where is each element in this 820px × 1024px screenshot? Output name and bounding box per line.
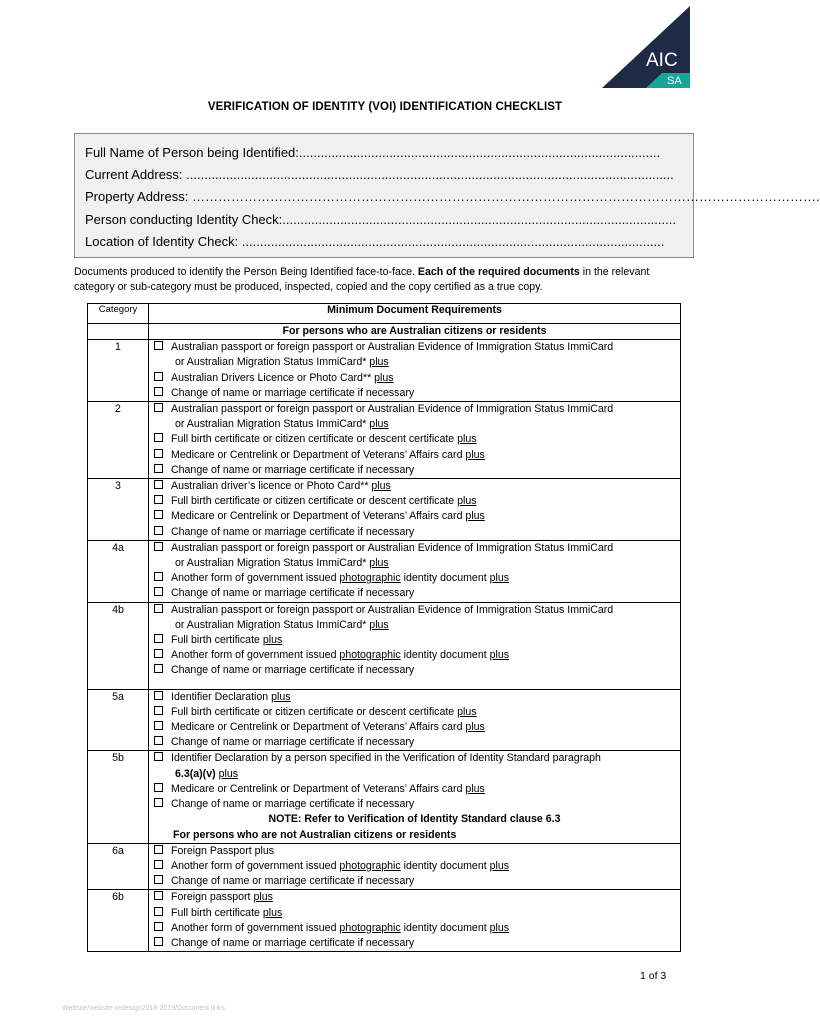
plus-link: plus — [369, 557, 389, 570]
requirement-line — [149, 705, 680, 720]
checkbox[interactable] — [154, 449, 163, 458]
requirement-text: or Australian Migration Status ImmiCard* — [175, 356, 370, 369]
requirement-text: Foreign passport — [171, 891, 254, 904]
requirements-table — [87, 303, 681, 952]
category-cell: 5a — [88, 689, 149, 751]
requirement-line — [149, 586, 680, 601]
requirement-text: Change of name or marriage certificate if necessary — [171, 736, 415, 749]
table-row — [88, 402, 681, 479]
requirement-line — [149, 767, 680, 782]
requirement-text: Full birth certificate — [171, 906, 263, 919]
requirement-text: Another form of government issued — [171, 649, 340, 662]
requirement-line — [149, 735, 680, 750]
requirement-line — [149, 556, 680, 571]
checkbox[interactable] — [154, 937, 163, 946]
logo-subtext: SA — [667, 75, 682, 87]
requirement-text: identity document — [400, 921, 490, 934]
requirement-line — [149, 463, 680, 478]
requirement-line — [149, 494, 680, 509]
checkbox[interactable] — [154, 907, 163, 916]
requirements-cell — [149, 890, 681, 952]
plus-link: plus — [262, 906, 283, 919]
requirement-line — [149, 386, 680, 401]
plus-link: plus — [371, 480, 391, 493]
table-row — [88, 602, 681, 689]
requirement-line — [149, 509, 680, 524]
requirement-text: Australian passport or foreign passport or Australian Evidence of Immigration Status ImmiCard — [171, 341, 614, 354]
requirement-text: Medicare or Centrelink or Department of Veterans’ Affairs card — [171, 510, 466, 523]
table-row — [88, 890, 681, 952]
plus-link: plus — [465, 510, 485, 523]
intro-bold: Each of the required documents — [417, 266, 580, 278]
requirement-line — [149, 340, 680, 355]
plus-link: plus — [457, 433, 477, 446]
table-row — [88, 540, 681, 602]
requirement-text: Change of name or marriage certificate if necessary — [171, 463, 415, 476]
category-cell: 4b — [88, 602, 149, 689]
requirement-line — [149, 525, 680, 540]
underlined-term: photographic — [339, 859, 401, 872]
requirement-line — [149, 936, 680, 951]
checkbox[interactable] — [154, 845, 163, 854]
plus-link: plus — [369, 618, 389, 631]
underlined-term: photographic — [339, 649, 401, 662]
section-residents — [149, 324, 681, 340]
checkbox[interactable] — [154, 510, 163, 519]
requirement-text: Change of name or marriage certificate if necessary — [171, 936, 415, 949]
requirement-text: Australian passport or foreign passport or Australian Evidence of Immigration Status ImmiCard — [171, 403, 614, 416]
requirement-text: Australian Drivers Licence or Photo Card** — [171, 371, 375, 384]
requirement-line — [149, 874, 680, 889]
checkbox[interactable] — [154, 706, 163, 715]
plus-link: plus — [465, 721, 485, 734]
section-residents-text: For persons who are Australian citizens or residents — [282, 325, 547, 337]
plus-link: plus — [253, 891, 273, 904]
section-nonresidents: For persons who are not Australian citizens or residents — [173, 828, 457, 841]
requirement-text: Change of name or marriage certificate if necessary — [171, 664, 415, 677]
plus-link: plus — [369, 418, 389, 431]
logo-text: AIC — [646, 50, 678, 71]
requirement-text: Another form of government issued — [171, 859, 340, 872]
requirement-line — [149, 432, 680, 447]
requirements-cell — [149, 402, 681, 479]
checkbox[interactable] — [154, 526, 163, 535]
requirement-line — [149, 859, 680, 874]
plus-link: plus — [457, 705, 477, 718]
requirement-text: Identifier Declaration — [171, 690, 272, 703]
checkbox[interactable] — [154, 480, 163, 489]
table-row — [88, 479, 681, 541]
requirement-text: identity document — [400, 859, 490, 872]
requirement-text: Another form of government issued — [171, 921, 340, 934]
field-current-address[interactable]: Current Address: ....................................................................................................................................... — [85, 167, 674, 183]
requirement-text: Change of name or marriage certificate if necessary — [171, 525, 415, 538]
requirement-line — [149, 921, 680, 936]
requirement-text: Medicare or Centrelink or Department of Veterans’ Affairs card — [171, 782, 466, 795]
requirement-text: Full birth certificate or citizen certificate or descent certificate — [171, 433, 458, 446]
checkbox[interactable] — [154, 495, 163, 504]
checkbox[interactable] — [154, 387, 163, 396]
footer-path: Website/website redesign2018-2019/Document links — [62, 1005, 225, 1012]
table-row — [88, 689, 681, 751]
requirements-cell — [149, 540, 681, 602]
requirement-text: Change of name or marriage certificate if necessary — [171, 587, 415, 600]
checkbox[interactable] — [154, 604, 163, 613]
intro-text-1: Documents produced to identify the Person Being Identified face-to-face. — [74, 266, 418, 278]
requirement-line — [149, 690, 680, 705]
plus-link: plus — [369, 356, 389, 369]
table-row — [88, 751, 681, 843]
requirement-line — [149, 890, 680, 905]
checkbox[interactable] — [154, 721, 163, 730]
clause-ref: 6.3(a)(v) — [175, 767, 216, 780]
checkbox[interactable] — [154, 372, 163, 381]
requirement-text: Medicare or Centrelink or Department of Veterans’ Affairs card — [171, 721, 466, 734]
requirements-cell — [149, 602, 681, 689]
checkbox[interactable] — [154, 634, 163, 643]
requirement-line — [149, 448, 680, 463]
checkbox[interactable] — [154, 649, 163, 658]
note-text: NOTE: Refer to Verification of Identity Standard clause 6.3 — [268, 813, 561, 826]
field-person-conducting-check[interactable]: Person conducting Identity Check:............................................................................................................. — [85, 211, 676, 227]
intro-paragraph — [74, 265, 684, 295]
requirement-text: Full birth certificate or citizen certificate or descent certificate — [171, 705, 458, 718]
requirement-line — [149, 782, 680, 797]
checkbox[interactable] — [154, 403, 163, 412]
identity-details-box — [74, 133, 820, 258]
page-number: 1 of 3 — [640, 970, 667, 982]
requirement-text: Foreign Passport plus — [171, 844, 275, 857]
requirement-line — [149, 663, 680, 678]
requirement-line — [149, 751, 680, 766]
checkbox[interactable] — [154, 783, 163, 792]
plus-link: plus — [489, 859, 510, 872]
plus-link: plus — [218, 767, 239, 780]
checkbox[interactable] — [154, 433, 163, 442]
checkbox[interactable] — [154, 664, 163, 673]
requirement-line — [149, 844, 680, 859]
requirement-line — [149, 720, 680, 735]
plus-link: plus — [489, 649, 510, 662]
plus-link: plus — [465, 782, 485, 795]
underlined-term: photographic — [339, 921, 401, 934]
spacer — [149, 679, 680, 689]
requirements-cell — [149, 843, 681, 890]
requirement-text: Change of name or marriage certificate if necessary — [171, 386, 415, 399]
requirement-line — [149, 603, 680, 618]
checkbox[interactable] — [154, 587, 163, 596]
header-requirements: Minimum Document Requirements — [149, 304, 681, 324]
category-cell — [88, 324, 149, 340]
checkbox[interactable] — [154, 752, 163, 761]
checkbox[interactable] — [154, 875, 163, 884]
requirement-line — [149, 571, 680, 586]
category-cell: 3 — [88, 479, 149, 541]
aic-sa-logo — [602, 6, 690, 88]
requirement-line — [149, 648, 680, 663]
category-cell: 5b — [88, 751, 149, 843]
category-cell: 2 — [88, 402, 149, 479]
requirement-text: Australian driver’s licence or Photo Card** — [171, 480, 372, 493]
checkbox[interactable] — [154, 464, 163, 473]
requirement-line — [149, 355, 680, 370]
requirement-line — [149, 479, 680, 494]
checkbox[interactable] — [154, 891, 163, 900]
plus-link: plus — [457, 495, 477, 508]
requirement-text: Australian passport or foreign passport or Australian Evidence of Immigration Status ImmiCard — [171, 541, 614, 554]
category-cell: 6a — [88, 843, 149, 890]
plus-link: plus — [271, 690, 291, 703]
requirement-line — [149, 797, 680, 812]
category-cell: 1 — [88, 340, 149, 402]
requirement-line — [149, 402, 680, 417]
requirement-text: Australian passport or foreign passport or Australian Evidence of Immigration Status ImmiCard — [171, 603, 614, 616]
requirement-line — [149, 371, 680, 386]
requirement-text: or Australian Migration Status ImmiCard* — [175, 618, 370, 631]
requirement-line — [149, 633, 680, 648]
requirement-text: or Australian Migration Status ImmiCard* — [175, 418, 370, 431]
plus-link: plus — [374, 371, 394, 384]
plus-link: plus — [465, 448, 485, 461]
checkbox[interactable] — [154, 860, 163, 869]
requirements-cell — [149, 340, 681, 402]
checkbox[interactable] — [154, 922, 163, 931]
requirement-line — [149, 417, 680, 432]
requirement-line — [149, 618, 680, 633]
category-cell: 4a — [88, 540, 149, 602]
requirement-text: Change of name or marriage certificate if necessary — [171, 798, 415, 811]
requirements-cell — [149, 751, 681, 843]
checkbox[interactable] — [154, 736, 163, 745]
section-residents-row — [88, 324, 681, 340]
table-row — [88, 843, 681, 890]
requirements-cell — [149, 689, 681, 751]
checkbox[interactable] — [154, 691, 163, 700]
requirement-line — [149, 906, 680, 921]
requirement-text: Full birth certificate or citizen certificate or descent certificate — [171, 495, 458, 508]
checkbox[interactable] — [154, 572, 163, 581]
intro-text-2: in the relevant category or sub-category must be produced, inspected, copied and the copy certified as a true copy. — [74, 266, 650, 294]
requirement-text: Another form of government issued — [171, 572, 340, 585]
checkbox[interactable] — [154, 798, 163, 807]
checkbox[interactable] — [154, 542, 163, 551]
requirement-text: or Australian Migration Status ImmiCard* — [175, 557, 370, 570]
plus-link: plus — [489, 921, 510, 934]
requirement-text: Identifier Declaration by a person specified in the Verification of Identity Standard paragraph — [171, 752, 601, 765]
requirement-text: identity document — [400, 649, 490, 662]
field-location-of-check[interactable]: Location of Identity Check: ..................................................................................................................... — [85, 233, 665, 249]
requirement-text: Change of name or marriage certificate if necessary — [171, 875, 415, 888]
requirement-text: Full birth certificate — [171, 634, 263, 647]
field-full-name[interactable]: Full Name of Person being Identified:.................................................................................................... — [85, 145, 661, 160]
plus-link: plus — [262, 634, 283, 647]
requirement-text: Medicare or Centrelink or Department of Veterans’ Affairs card — [171, 448, 466, 461]
category-cell: 6b — [88, 890, 149, 952]
requirement-line — [149, 541, 680, 556]
header-category: Category — [88, 304, 149, 324]
field-property-address[interactable]: Property Address: ………………………………………………………………………………………………………………………………. — [85, 189, 820, 205]
requirement-text: identity document — [400, 572, 490, 585]
table-row — [88, 340, 681, 402]
checkbox[interactable] — [154, 341, 163, 350]
page-title: VERIFICATION OF IDENTITY (VOI) IDENTIFICATION CHECKLIST — [207, 101, 563, 113]
requirements-cell — [149, 479, 681, 541]
underlined-term: photographic — [339, 572, 401, 585]
plus-link: plus — [489, 572, 510, 585]
